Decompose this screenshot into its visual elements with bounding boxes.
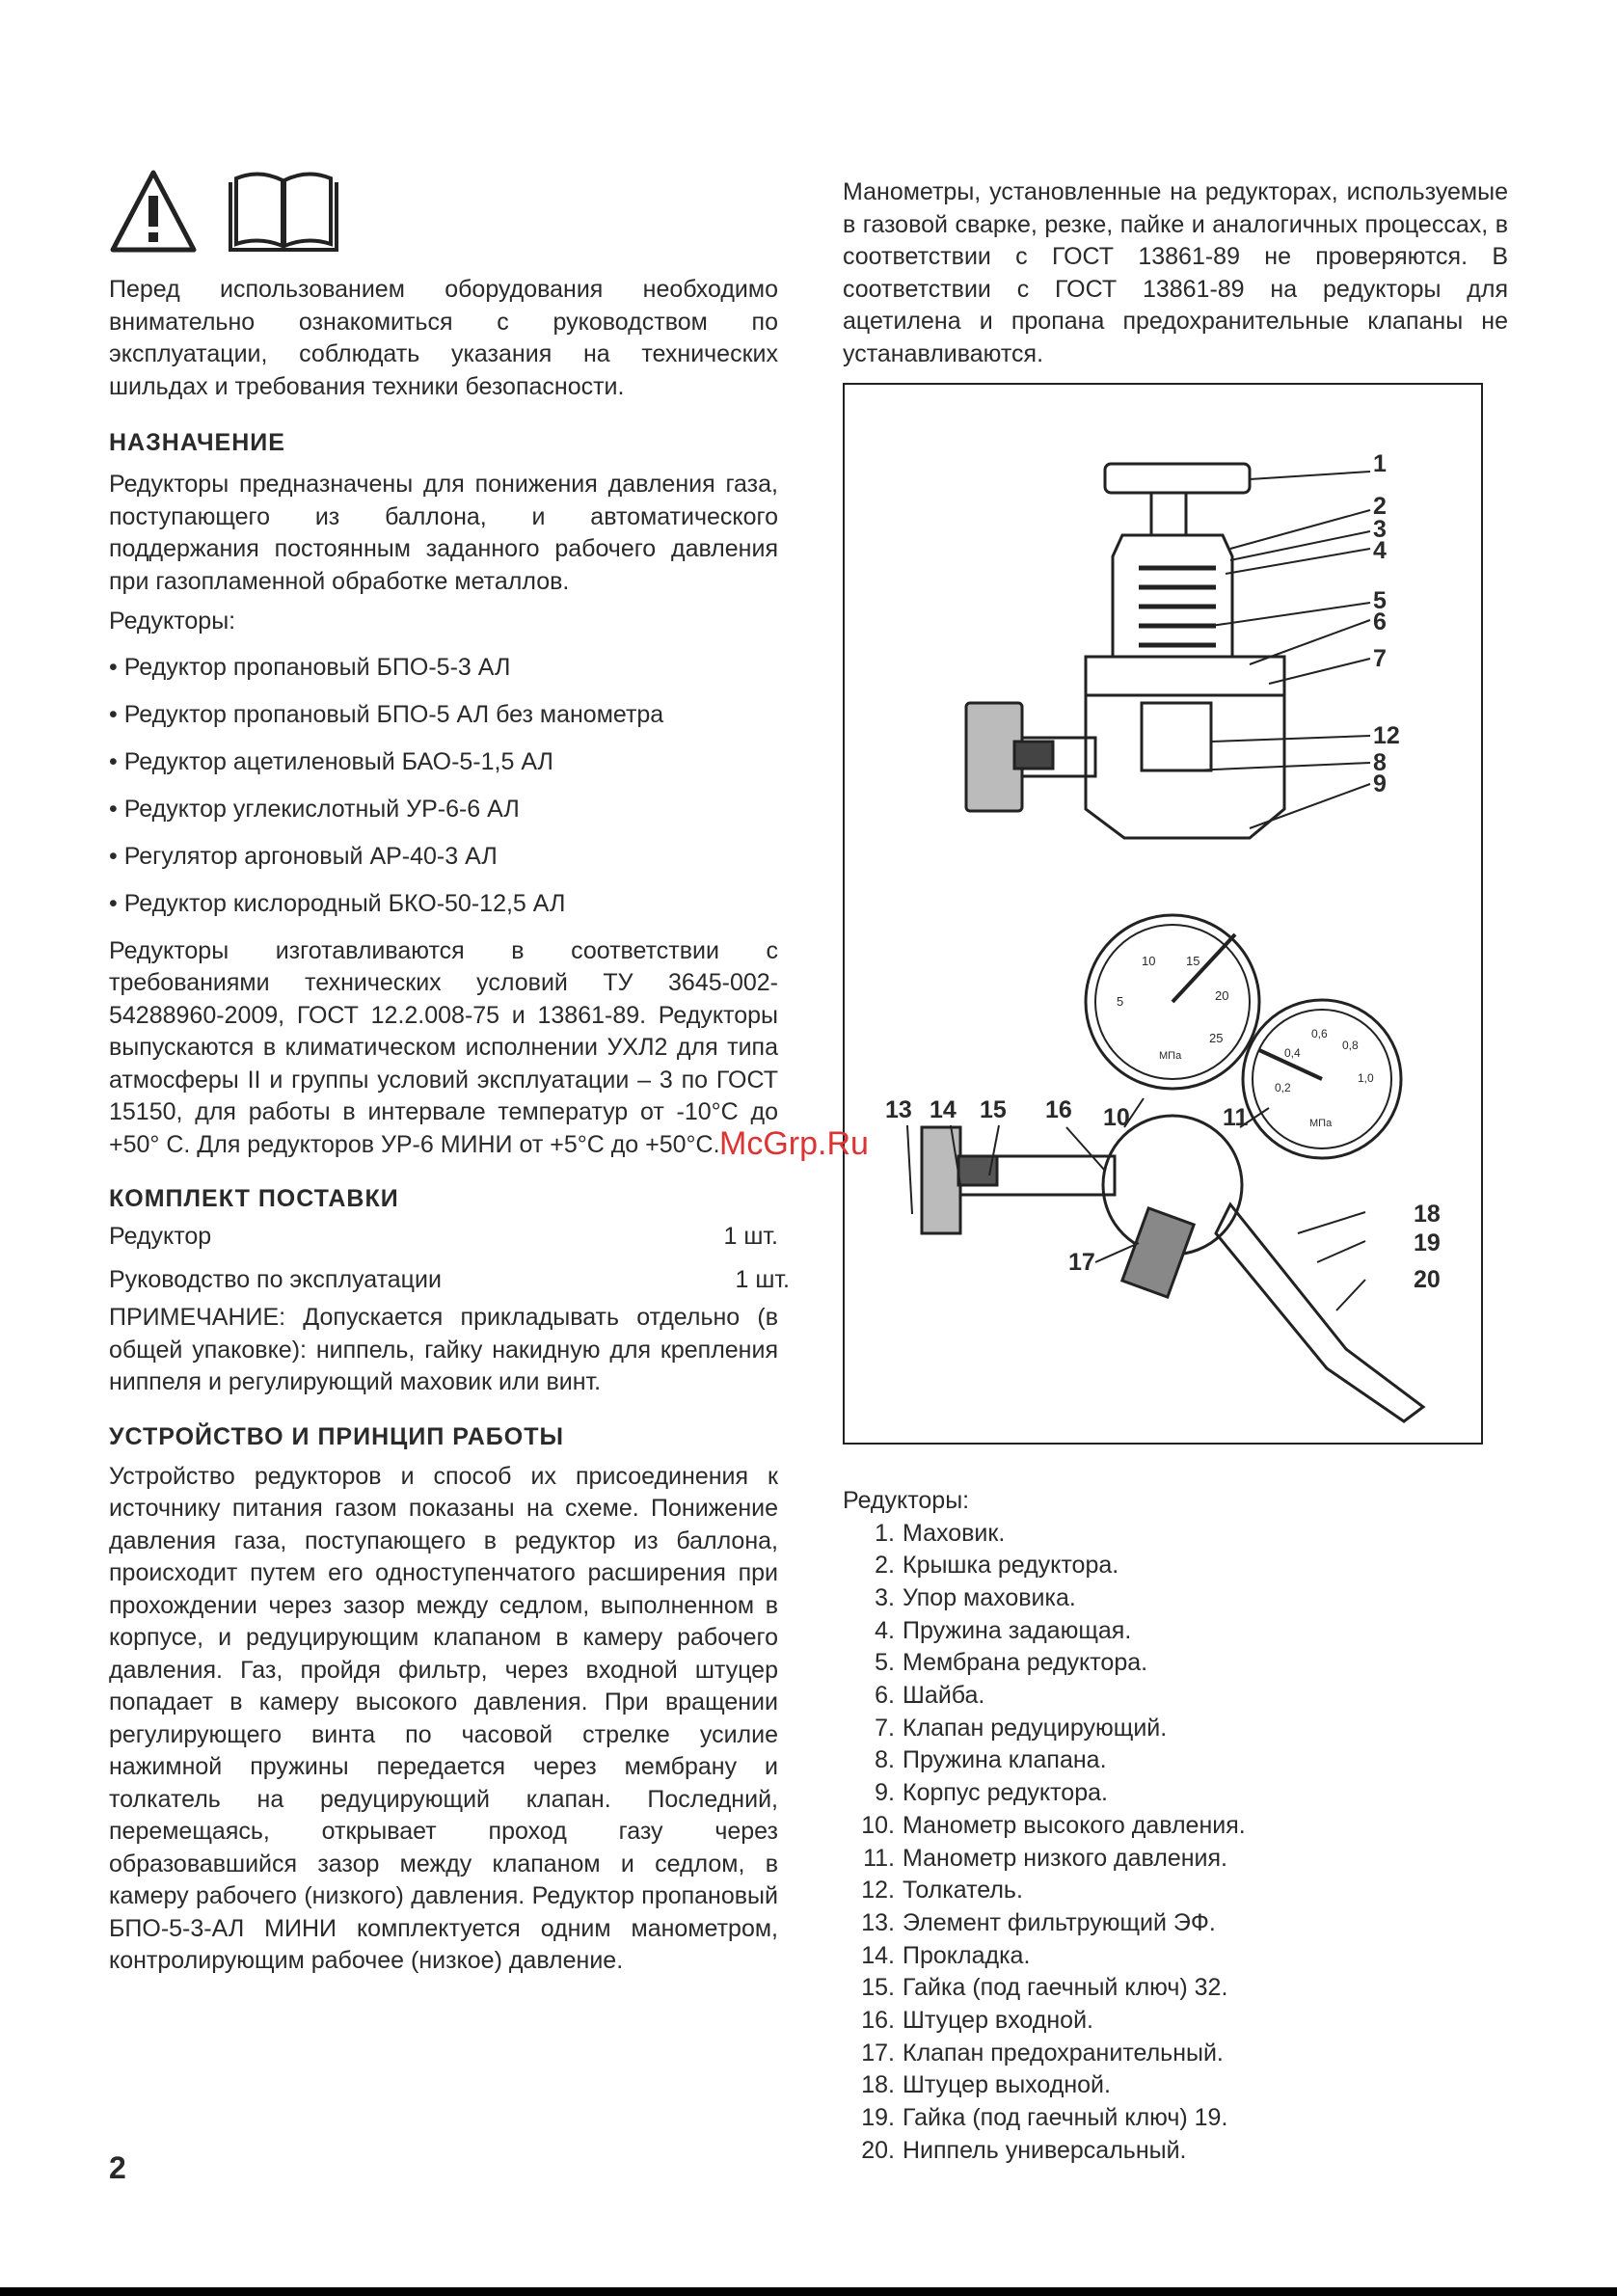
callout-label: 10 bbox=[1103, 1104, 1130, 1131]
gauge-tick: 0,6 bbox=[1311, 1027, 1328, 1040]
gauge-tick: 20 bbox=[1215, 988, 1229, 1003]
callout-label: 15 bbox=[980, 1096, 1007, 1123]
list-item bbox=[843, 1744, 1508, 1777]
part-label: Ниппель универсальный. bbox=[903, 2136, 1187, 2164]
spring-shape bbox=[1139, 568, 1216, 645]
open-book-icon bbox=[227, 169, 340, 254]
list-item: • Редуктор пропановый БПО-5 АЛ без манометра bbox=[109, 691, 778, 739]
reducers-list bbox=[109, 644, 778, 928]
leader-line bbox=[1230, 531, 1370, 560]
list-item bbox=[843, 1582, 1508, 1615]
gauges-paragraph: Манометры, установленные на редукторах, используемые в газовой сварке, резке, пайке и аналогичных процессах, в соответствии с ГОСТ 13861-89 не проверяются. В соответствии с ГОСТ 13861-89 на редукторы для ацетилена и пропана предохранительные клапаны не устанавливаются. bbox=[843, 178, 1508, 367]
part-label: Манометр низкого давления. bbox=[903, 1844, 1227, 1872]
part-label: Гайка (под гаечный ключ) 19. bbox=[903, 2104, 1228, 2132]
part-number: 9. bbox=[875, 1779, 895, 1807]
leader-line bbox=[1192, 763, 1370, 770]
list-item bbox=[843, 1680, 1508, 1713]
leader-line bbox=[1211, 603, 1370, 626]
kit-item: Руководство по эксплуатации bbox=[109, 1266, 442, 1293]
part-number: 1. bbox=[875, 1519, 895, 1547]
callout-label: 11 bbox=[1223, 1104, 1249, 1131]
kit-heading: КОМПЛЕКТ ПОСТАВКИ bbox=[109, 1185, 399, 1212]
part-label: Штуцер входной. bbox=[903, 2007, 1093, 2035]
part-number: 2. bbox=[875, 1552, 895, 1580]
watermark: McGrp.Ru bbox=[719, 1125, 869, 1162]
leader-line bbox=[907, 1125, 912, 1214]
leader-line bbox=[1211, 736, 1370, 742]
callout-label: 2 bbox=[1373, 493, 1387, 520]
gauge-tick: 25 bbox=[1209, 1031, 1224, 1045]
part-number: 14. bbox=[861, 1941, 895, 1969]
part-label: Крышка редуктора. bbox=[903, 1552, 1119, 1580]
gauge-tick: 5 bbox=[1117, 994, 1124, 1009]
list-item bbox=[843, 1647, 1508, 1680]
handwheel-stem bbox=[1151, 493, 1186, 535]
part-number: 18. bbox=[861, 2071, 895, 2099]
part-label: Корпус редуктора. bbox=[903, 1779, 1108, 1807]
manufacture-paragraph: Редукторы изготавливаются в соответствии с требованиями технических условий ТУ 3645-002-54288960-2009, ГОСТ 12.2.008-75 и 13861-89. Редукторы выпускаются в климатическом исполнении УХЛ2 для типа атмосферы II и группы условий эксплуатации – 3 по ГОСТ 15150, для работы в интервале температур от -10°С до +50° С. Для редукторов УР-6 МИНИ от +5°С до +50°С. bbox=[109, 936, 778, 1158]
part-number: 19. bbox=[861, 2104, 895, 2132]
part-label: Клапан редуцирующий. bbox=[903, 1714, 1168, 1742]
purpose-heading: НАЗНАЧЕНИЕ bbox=[109, 429, 285, 456]
callout-label: 14 bbox=[930, 1096, 957, 1123]
part-number: 11. bbox=[863, 1844, 895, 1872]
part-label: Толкатель. bbox=[903, 1877, 1023, 1904]
callout-label: 9 bbox=[1373, 770, 1387, 797]
kit-qty: 1 шт. bbox=[735, 1266, 790, 1293]
part-label: Маховик. bbox=[903, 1519, 1006, 1547]
table-row bbox=[109, 1215, 778, 1258]
inlet-nut-shape bbox=[922, 1127, 960, 1233]
bonnet-shape bbox=[1113, 535, 1232, 657]
part-label: Упор маховика. bbox=[903, 1583, 1076, 1611]
list-item bbox=[843, 1713, 1508, 1745]
outlet-nipple-shape bbox=[1216, 1204, 1423, 1421]
gauge-tick: 10 bbox=[1142, 954, 1156, 968]
part-label: Прокладка. bbox=[903, 1941, 1031, 1969]
part-label: Гайка (под гаечный ключ) 32. bbox=[903, 1974, 1228, 2002]
purpose-paragraph: Редукторы предназначены для понижения давления газа, поступающего из баллона, и автоматического поддержания постоянным заданного рабочего давления при газопламенной обработке металлов. bbox=[109, 471, 778, 595]
body-shape bbox=[1086, 695, 1284, 838]
leader-line bbox=[1317, 1241, 1365, 1262]
callout-label: 3 bbox=[1373, 516, 1387, 543]
part-number: 4. bbox=[875, 1616, 895, 1644]
callout-label: 17 bbox=[1068, 1249, 1095, 1276]
callout-label: 18 bbox=[1414, 1201, 1441, 1228]
callout-label: 16 bbox=[1045, 1096, 1072, 1123]
list-item bbox=[843, 2069, 1508, 2102]
callout-label: 4 bbox=[1373, 537, 1387, 564]
list-item: • Редуктор углекислотный УР-6-6 АЛ bbox=[109, 786, 778, 833]
part-number: 8. bbox=[875, 1746, 895, 1774]
list-item bbox=[843, 1615, 1508, 1648]
leader-line bbox=[1298, 1212, 1365, 1233]
list-item: • Редуктор кислородный БКО-50-12,5 АЛ bbox=[109, 880, 778, 928]
list-item bbox=[843, 1972, 1508, 2005]
safety-valve-shape bbox=[1122, 1208, 1194, 1297]
part-number: 7. bbox=[875, 1714, 895, 1742]
part-number: 6. bbox=[875, 1682, 895, 1710]
part-label: Клапан предохранительный. bbox=[903, 2039, 1224, 2066]
callout-label: 19 bbox=[1414, 1229, 1441, 1256]
part-number: 12. bbox=[861, 1877, 895, 1904]
list-item bbox=[843, 1875, 1508, 1907]
gauge-unit: МПа bbox=[1309, 1118, 1333, 1129]
list-item bbox=[843, 1518, 1508, 1551]
bottom-rule bbox=[0, 2287, 1617, 2296]
list-item bbox=[843, 2135, 1508, 2168]
list-item: • Редуктор пропановый БПО-5-3 АЛ bbox=[109, 644, 778, 691]
reducers-list-title: Редукторы: bbox=[109, 608, 236, 635]
callout-label: 13 bbox=[885, 1096, 912, 1123]
list-item bbox=[843, 1810, 1508, 1843]
parts-list bbox=[843, 1518, 1508, 2168]
gauge-tick: 1,0 bbox=[1358, 1071, 1374, 1085]
gauge-tick: 0,2 bbox=[1275, 1081, 1291, 1094]
list-item bbox=[843, 1777, 1508, 1810]
warning-triangle-icon bbox=[109, 169, 198, 254]
left-column bbox=[109, 169, 790, 1978]
part-number: 10. bbox=[861, 1811, 895, 1839]
callout-label: 6 bbox=[1373, 608, 1387, 635]
device-paragraph: Устройство редукторов и способ их присоединения к источнику питания газом показаны на схеме. Понижение давления газа, поступающего в редуктор из баллона, происходит путем его одноступенчатого расширения при прохождении через зазор между седлом, выполненном в корпусе, и редуцирующим клапаном в камеру рабочего давления. Газ, пройдя фильтр, через входной штуцер попадает в камеру высокого давления. При вращении регулирующего винта по часовой стрелке усилие нажимной пружины передается через мембрану и толкатель на редуцирующий клапан. Последний, перемещаясь, открывает проход газу через образовавшийся зазор между клапаном и седлом, в камеру рабочего (низкого) давления. Редуктор пропановый БПО-5-3-АЛ МИНИ комплектуется одним манометром, контролирующим рабочее (низкое) давление. bbox=[109, 1462, 778, 1974]
part-number: 20. bbox=[861, 2136, 895, 2164]
leader-line bbox=[1250, 620, 1370, 664]
leader-line bbox=[1226, 549, 1370, 574]
part-label: Элемент фильтрующий ЭФ. bbox=[903, 1908, 1216, 1936]
page-number: 2 bbox=[109, 2150, 126, 2185]
leader-line bbox=[1230, 510, 1370, 549]
callout-label: 20 bbox=[1414, 1266, 1441, 1293]
part-label: Мембрана редуктора. bbox=[903, 1649, 1148, 1677]
part-number: 15. bbox=[861, 1974, 895, 2002]
list-item bbox=[843, 1550, 1508, 1582]
gauge-tick: 0,8 bbox=[1342, 1039, 1359, 1052]
parts-title: Редукторы: bbox=[843, 1487, 970, 1514]
callout-label: 8 bbox=[1373, 749, 1387, 776]
callout-label: 7 bbox=[1373, 645, 1387, 672]
part-number: 13. bbox=[861, 1908, 895, 1936]
list-item bbox=[843, 1907, 1508, 1940]
leader-line bbox=[1250, 784, 1370, 828]
part-number: 16. bbox=[861, 2007, 895, 2035]
gauge-unit: МПа bbox=[1159, 1050, 1182, 1062]
callout-label: 1 bbox=[1373, 450, 1387, 477]
part-number: 5. bbox=[875, 1649, 895, 1677]
list-item: • Редуктор ацетиленовый БАО-5-1,5 АЛ bbox=[109, 739, 778, 786]
part-label: Штуцер выходной. bbox=[903, 2071, 1111, 2099]
list-item: • Регулятор аргоновый АР-40-3 АЛ bbox=[109, 833, 778, 880]
table-row bbox=[109, 1258, 790, 1302]
part-label: Пружина клапана. bbox=[903, 1746, 1107, 1774]
list-item bbox=[843, 1940, 1508, 1973]
intro-paragraph: Перед использованием оборудования необходимо внимательно ознакомиться с руководством по эксплуатации, соблюдать указания на технических шильдах и требования техники безопасности. bbox=[109, 276, 778, 400]
part-label: Шайба. bbox=[903, 1682, 985, 1710]
list-item bbox=[843, 1843, 1508, 1876]
kit-table bbox=[109, 1215, 790, 1302]
valve-shape bbox=[1142, 703, 1211, 770]
handwheel-shape bbox=[1105, 464, 1250, 493]
list-item bbox=[843, 2102, 1508, 2135]
kit-item: Редуктор bbox=[109, 1223, 212, 1250]
part-number: 3. bbox=[875, 1583, 895, 1611]
reducer-diagram bbox=[843, 383, 1483, 1445]
safety-icons bbox=[109, 169, 778, 257]
leader-line bbox=[1336, 1280, 1365, 1310]
callout-label: 12 bbox=[1373, 722, 1400, 749]
part-label: Пружина задающая. bbox=[903, 1616, 1132, 1644]
leader-line bbox=[1250, 472, 1370, 479]
part-number: 17. bbox=[861, 2039, 895, 2066]
list-item bbox=[843, 2005, 1508, 2038]
leader-line bbox=[1066, 1127, 1105, 1171]
kit-qty: 1 шт. bbox=[723, 1223, 778, 1250]
gauge-tick: 0,4 bbox=[1284, 1046, 1301, 1060]
right-column bbox=[843, 176, 1508, 2168]
device-heading: УСТРОЙСТВО И ПРИНЦИП РАБОТЫ bbox=[109, 1422, 564, 1450]
list-item bbox=[843, 2038, 1508, 2070]
filter-shape bbox=[1014, 742, 1053, 769]
part-label: Манометр высокого давления. bbox=[903, 1811, 1246, 1839]
kit-note: ПРИМЕЧАНИЕ: Допускается прикладывать отдельно (в общей упаковке): ниппель, гайку накидную для крепления ниппеля и регулирующий маховик или винт. bbox=[109, 1304, 778, 1395]
callout-label: 5 bbox=[1373, 587, 1387, 614]
gauge-tick: 15 bbox=[1186, 954, 1200, 968]
